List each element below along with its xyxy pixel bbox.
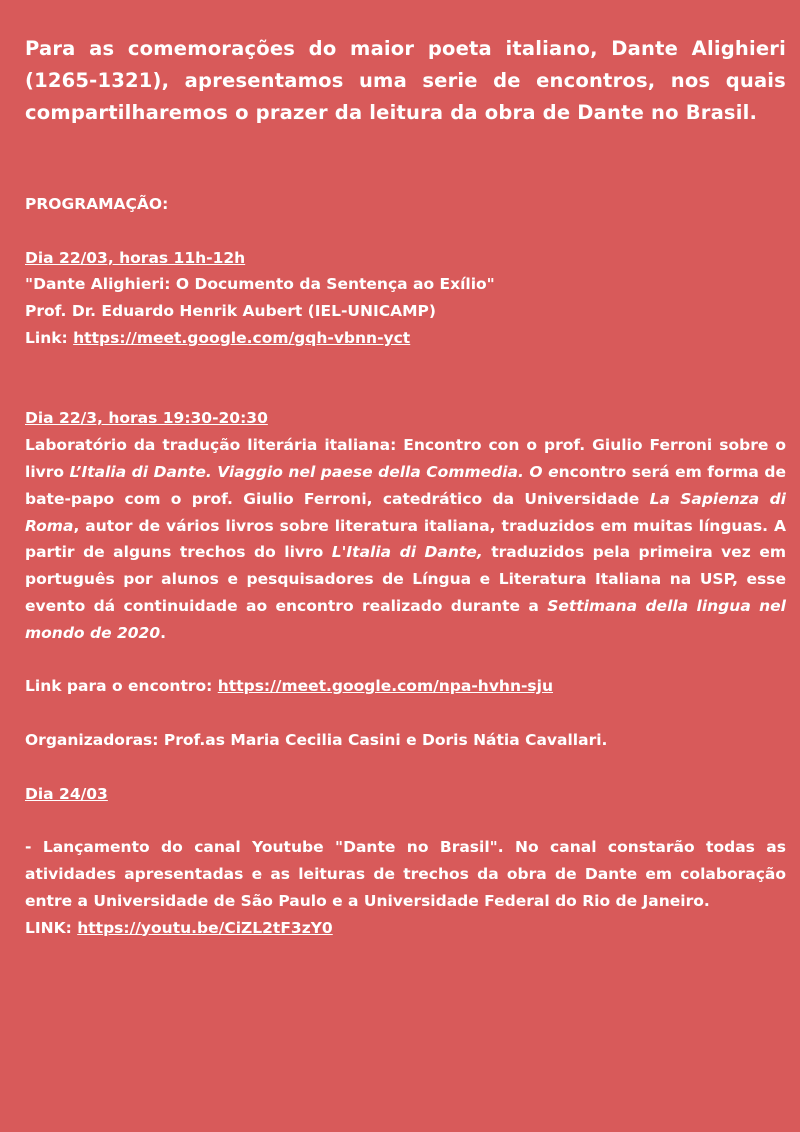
event2-meet-link[interactable]: https://meet.google.com/npa-hvhn-sju bbox=[217, 677, 554, 696]
event1-link-line bbox=[25, 325, 786, 352]
program-heading: PROGRAMAÇÃO: bbox=[25, 195, 169, 213]
event2-university: La Sapienza di Roma bbox=[25, 489, 786, 535]
event2-desc-part: ncontro será em forma de bate-papo com o prof. Giulio Ferroni, catedrático da Universidade bbox=[25, 462, 787, 508]
intro-paragraph: Para as comemorações do maior poeta italiano, Dante Alighieri (1265-1321), apresentamos uma serie de encontros, nos quais compartilharemos o prazer da leitura da obra de Dante no Brasil. bbox=[25, 37, 786, 124]
event1-speaker: Prof. Dr. Eduardo Henrik Aubert (IEL-UNICAMP) bbox=[25, 302, 436, 321]
program-body bbox=[25, 191, 786, 941]
event2-settimana: Settimana della lingua nel mondo de 2020 bbox=[25, 596, 786, 642]
event2-book-title: L’Italia di Dante. Viaggio nel paese della Commedia. O e bbox=[69, 462, 559, 481]
event2-desc-part: , autor de vários livros sobre literatura italiana, traduzidos em muitas línguas. A partir de alguns trechos do livro bbox=[25, 516, 786, 562]
event1-date: Dia 22/03, horas 11h-12h bbox=[25, 248, 246, 267]
event2-link-line bbox=[25, 673, 786, 700]
event2-organizers: Organizadoras: Prof.as Maria Cecilia Casini e Doris Nátia Cavallari. bbox=[25, 730, 608, 749]
event3-link-line bbox=[25, 915, 786, 942]
event2-link-label: Link para o encontro: bbox=[25, 677, 218, 696]
event1-meet-link[interactable]: https://meet.google.com/gqh-vbnn-yct bbox=[73, 328, 411, 347]
event3-description: - Lançamento do canal Youtube "Dante no Brasil". No canal constarão todas as atividades apresentadas e as leituras de trechos da obra de Dante em colaboração entre a Universidade de São Paulo e a Universidade Federal do Rio de Janeiro. bbox=[25, 838, 786, 910]
event2-book-short: L'Italia di Dante, bbox=[331, 543, 483, 562]
event2-desc-part: traduzidos pela primeira vez em português por alunos e pesquisadores de Língua e Literatura Italiana na USP, esse evento dá continuidade ao encontro realizado durante a bbox=[25, 543, 786, 615]
event2-desc-part: . bbox=[160, 623, 167, 642]
event3-youtube-link[interactable]: https://youtu.be/CiZL2tF3zY0 bbox=[77, 918, 333, 937]
event1-link-label: Link: bbox=[25, 328, 74, 347]
event1-title: "Dante Alighieri: O Documento da Sentença ao Exílio" bbox=[25, 275, 495, 294]
event3-link-label: LINK: bbox=[25, 918, 78, 937]
event3-date: Dia 24/03 bbox=[25, 784, 108, 803]
event2-date: Dia 22/3, horas 19:30-20:30 bbox=[25, 409, 268, 428]
event2-description bbox=[25, 432, 786, 646]
event2-desc-part: Laboratório da tradução literária italiana: Encontro con o prof. Giulio Ferroni sobre o livro bbox=[25, 436, 786, 481]
